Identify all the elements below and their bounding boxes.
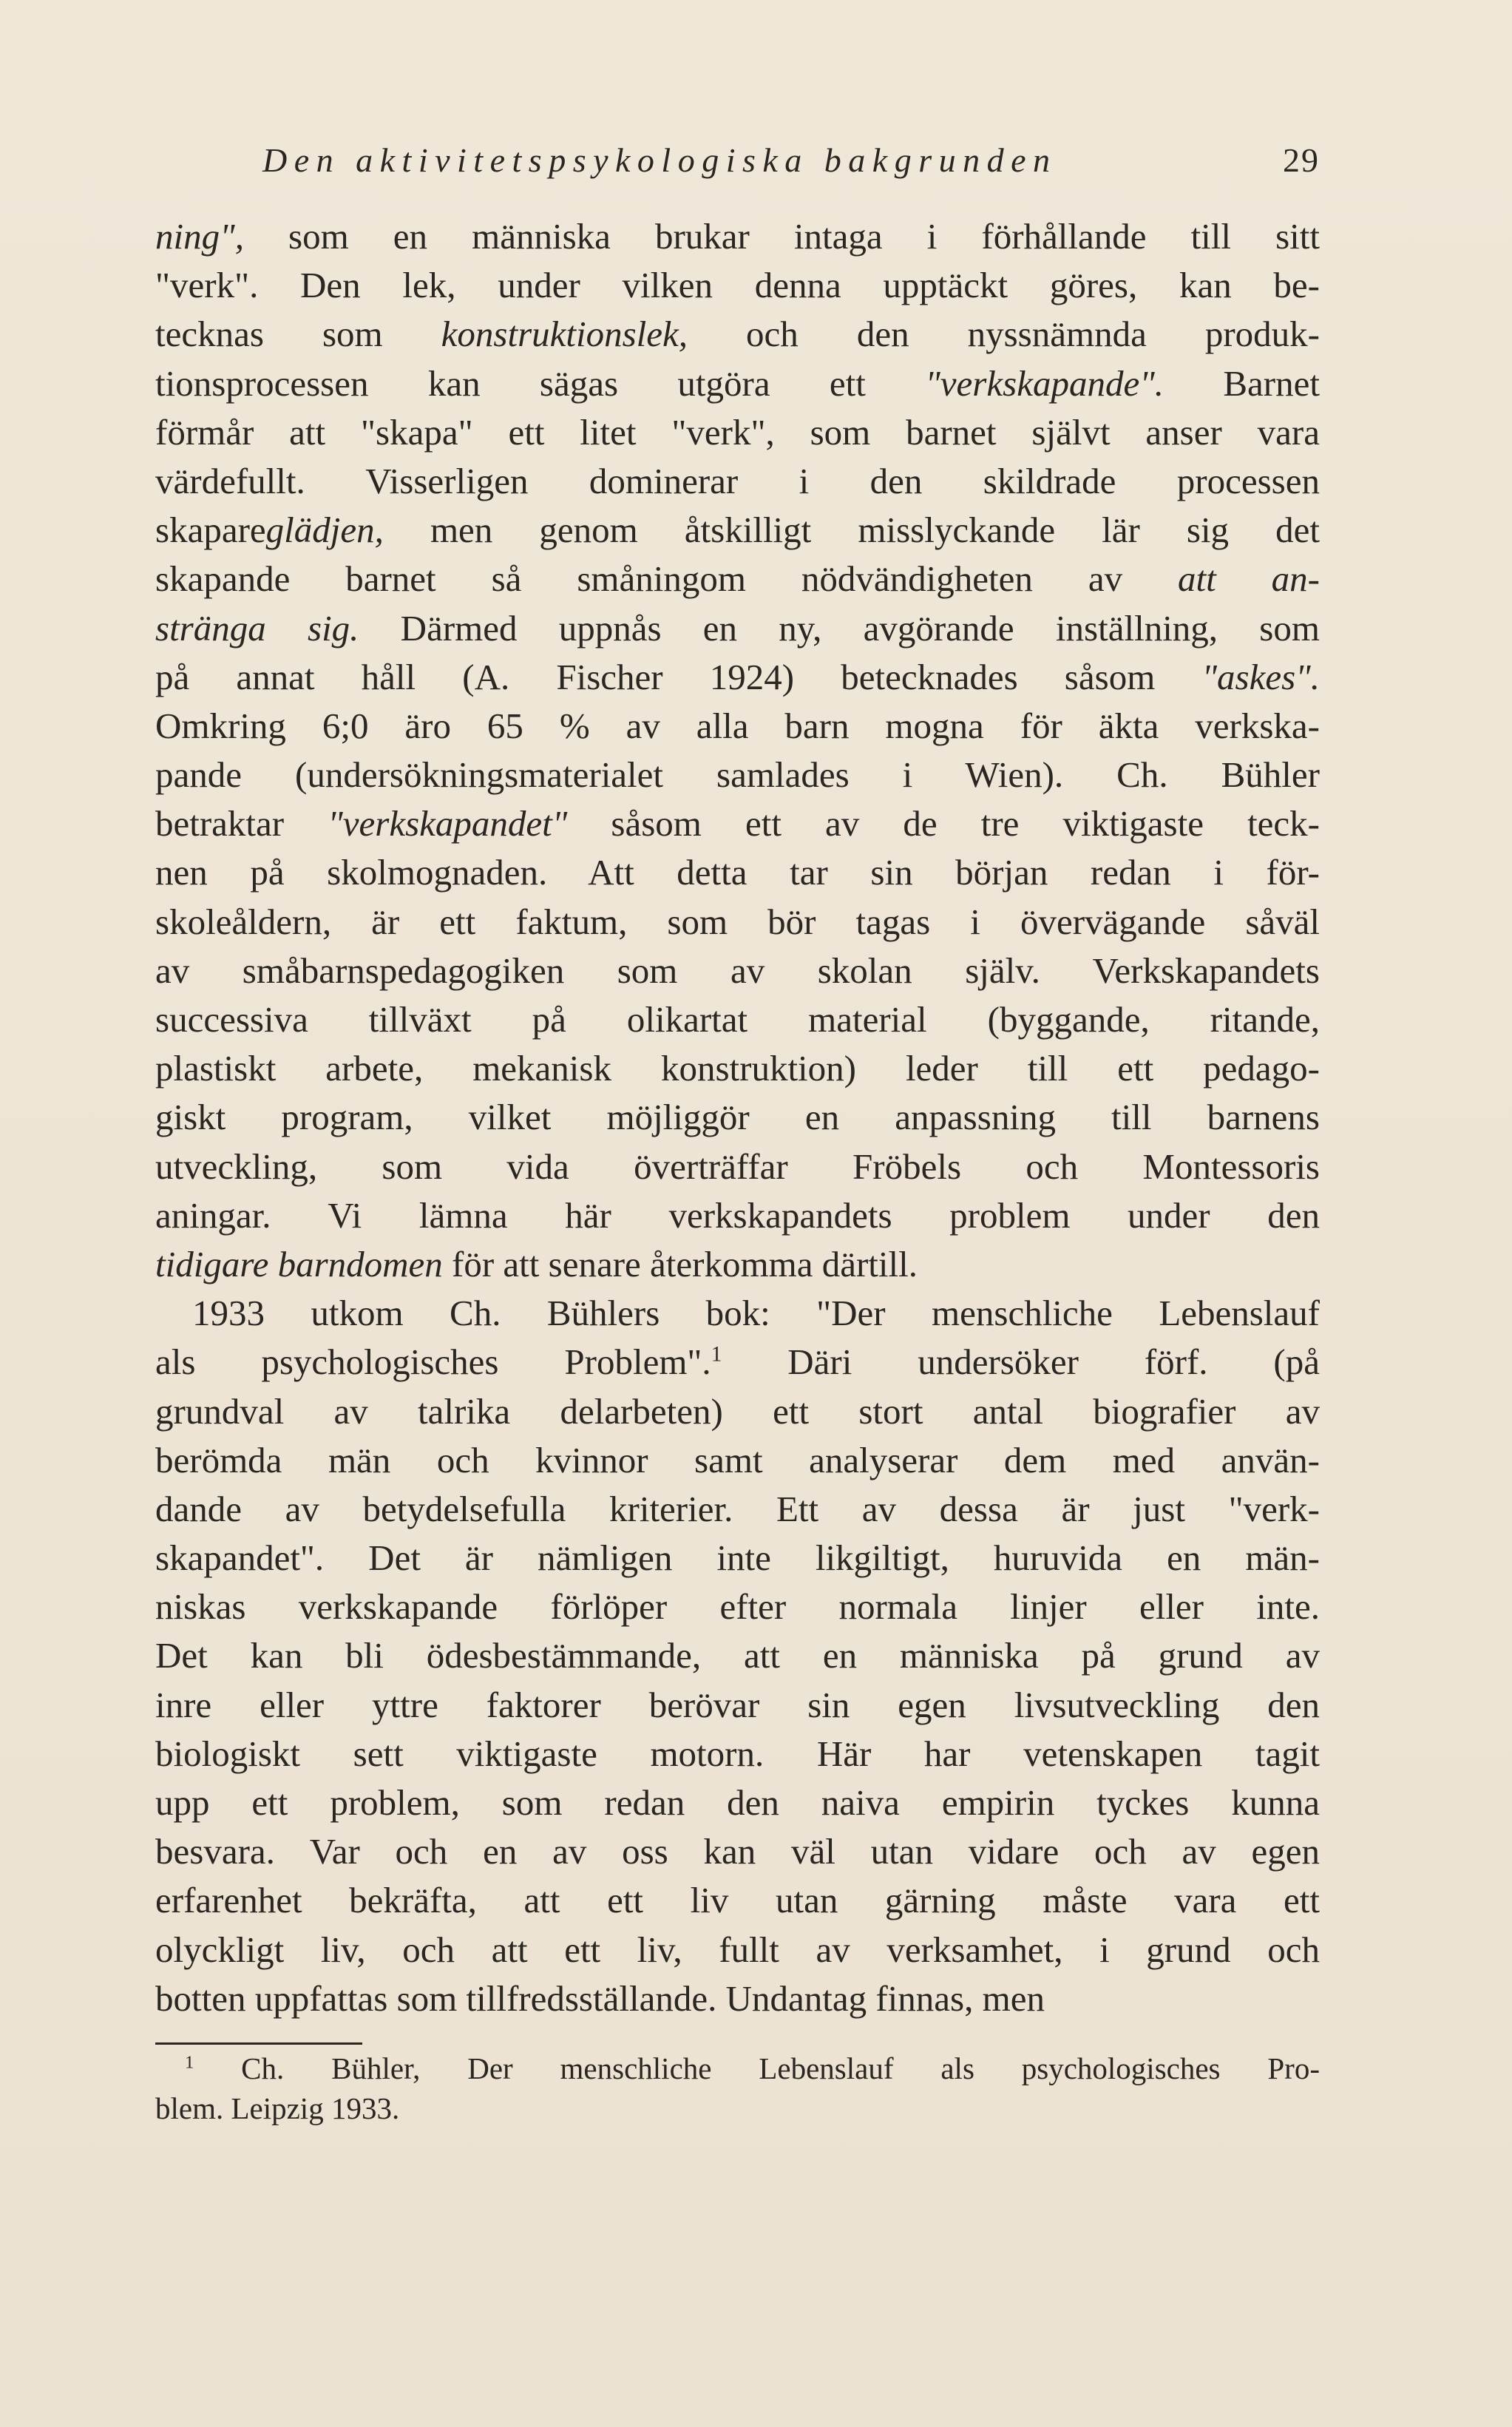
- text-run: dande av betydelsefulla kriterier. Ett av dessa är just "verk-: [155, 1488, 1320, 1529]
- body-text: [155, 212, 1320, 2023]
- text-line: [155, 310, 1320, 359]
- text-line: [155, 359, 1320, 408]
- text-run: men genom åtskilligt misslyckande lär sig det: [383, 510, 1320, 551]
- text-line: [155, 604, 1320, 653]
- text-run: skapande barnet så småningom nödvändigheten av: [155, 558, 1179, 600]
- text-run: skapandet". Det är nämligen inte likgiltigt, huruvida en män-: [155, 1537, 1320, 1579]
- text-line: [155, 1583, 1320, 1631]
- text-line: [155, 1143, 1320, 1191]
- text-line: [155, 1827, 1320, 1876]
- text-run: biologiskt sett viktigaste motorn. Här har vetenskapen tagit: [155, 1733, 1320, 1774]
- text-line: [155, 1387, 1320, 1436]
- text-line: [155, 1093, 1320, 1142]
- text-run: skapare: [155, 510, 266, 551]
- text-run: plastiskt arbete, mekanisk konstruktion) leder till ett pedago-: [155, 1048, 1320, 1089]
- text-run: värdefullt. Visserligen dominerar i den skildrade processen: [155, 460, 1320, 501]
- footnote-divider: [155, 2042, 362, 2045]
- text-run: als psychologisches Problem".: [155, 1341, 711, 1383]
- text-run: tionsprocessen kan sägas utgöra ett: [155, 362, 926, 404]
- footnote-line: blem. Leipzig 1933.: [155, 2091, 400, 2125]
- text-line: [155, 1631, 1320, 1680]
- footnote-reference: 1: [711, 1342, 722, 1367]
- text-run: besvara. Var och en av oss kan väl utan vidare och av egen: [155, 1831, 1320, 1872]
- italic-text: "verkskapandet": [328, 803, 568, 844]
- italic-text: "verkskapande".: [925, 362, 1164, 404]
- text-line: [155, 1730, 1320, 1778]
- running-title: Den aktivitetspsykologiska bakgrunden: [262, 141, 1057, 179]
- text-line: [155, 1974, 1320, 2023]
- text-line: [155, 1240, 1320, 1289]
- italic-text: "askes".: [1201, 656, 1320, 697]
- text-run: nen på skolmognaden. Att detta tar sin början redan i för-: [155, 852, 1320, 893]
- italic-text: att an-: [1178, 558, 1320, 600]
- text-run: för att senare återkomma därtill.: [442, 1243, 918, 1284]
- text-line: [155, 408, 1320, 457]
- text-line: [155, 1778, 1320, 1827]
- text-run: Omkring 6;0 äro 65 % av alla barn mogna för äkta verkska-: [155, 705, 1320, 746]
- running-head: [262, 141, 1320, 192]
- text-run: Därmed uppnås en ny, avgörande inställning, som: [359, 607, 1320, 649]
- text-run: aningar. Vi lämna här verkskapandets problem under den: [155, 1194, 1320, 1236]
- text-line: [155, 702, 1320, 751]
- text-run: Barnet: [1164, 362, 1320, 404]
- text-run: 1933 utkom Ch. Bühlers bok: "Der menschliche Lebenslauf: [192, 1293, 1320, 1334]
- text-line: [155, 1926, 1320, 1974]
- text-line: [155, 898, 1320, 947]
- italic-text: stränga sig.: [155, 607, 359, 649]
- text-run: botten uppfattas som tillfredsställande. Undantag finnas, men: [155, 1977, 1045, 2019]
- text-run: på annat håll (A. Fischer 1924) betecknades såsom: [155, 656, 1202, 697]
- text-line: [155, 1191, 1320, 1240]
- text-run: Det kan bli ödesbestämmande, att en människa på grund av: [155, 1635, 1320, 1676]
- text-line: [155, 457, 1320, 506]
- text-line: [155, 995, 1320, 1044]
- italic-text: glädjen,: [265, 510, 384, 551]
- text-line: [155, 1436, 1320, 1485]
- text-run: Däri undersöker förf. (på: [722, 1341, 1320, 1383]
- text-line: [155, 947, 1320, 995]
- text-line: [155, 799, 1320, 848]
- text-line: [155, 1338, 1320, 1387]
- footnote-line: [155, 2048, 1320, 2088]
- text-run: upp ett problem, som redan den naiva empirin tyckes kunna: [155, 1782, 1320, 1823]
- text-run: och den nyssnämnda produk-: [688, 314, 1320, 355]
- italic-text: konstruktionslek,: [441, 314, 688, 355]
- text-run: erfarenhet bekräfta, att ett liv utan gärning måste vara ett: [155, 1880, 1320, 1921]
- text-line: [155, 212, 1320, 261]
- text-run: av småbarnspedagogiken som av skolan själv. Verkskapandets: [155, 950, 1320, 991]
- text-run: utveckling, som vida överträffar Fröbels och Montessoris: [155, 1145, 1320, 1187]
- text-run: förmår att "skapa" ett litet "verk", som barnet självt anser vara: [155, 411, 1320, 453]
- text-line: [155, 751, 1320, 799]
- text-run: berömda män och kvinnor samt analyserar dem med använ-: [155, 1439, 1320, 1480]
- text-run: tecknas som: [155, 314, 441, 355]
- text-run: niskas verkskapande förlöper efter normala linjer eller inte.: [155, 1586, 1320, 1628]
- text-line: [155, 506, 1320, 555]
- text-run: "verk". Den lek, under vilken denna upptäckt göres, kan be-: [155, 265, 1320, 306]
- footnotes: [155, 2048, 1320, 2128]
- text-line: [155, 1681, 1320, 1730]
- text-line: [155, 1044, 1320, 1093]
- text-line: [155, 1485, 1320, 1534]
- text-run: giskt program, vilket möjliggör en anpassning till barnens: [155, 1097, 1320, 1138]
- text-line: [155, 1876, 1320, 1925]
- text-line: [155, 555, 1320, 603]
- text-run: grundval av talrika delarbeten) ett stort antal biografier av: [155, 1390, 1320, 1432]
- text-run: såsom ett av de tre viktigaste teck-: [567, 803, 1320, 844]
- text-line: [155, 653, 1320, 702]
- text-run: pande (undersökningsmaterialet samlades i Wien). Ch. Bühler: [155, 754, 1320, 796]
- page-number: 29: [1283, 141, 1320, 179]
- italic-text: ning",: [155, 216, 244, 257]
- text-run: successiva tillväxt på olikartat material (byggande, ritande,: [155, 999, 1320, 1040]
- text-line: [155, 848, 1320, 897]
- text-run: som en människa brukar intaga i förhållande till sitt: [243, 216, 1320, 257]
- text-run: skoleåldern, är ett faktum, som bör tagas i övervägande såväl: [155, 901, 1320, 942]
- text-run: betraktar: [155, 803, 328, 844]
- italic-text: tidigare barndomen: [155, 1243, 443, 1284]
- text-run: olyckligt liv, och att ett liv, fullt av verksamhet, i grund och: [155, 1929, 1320, 1970]
- text-run: inre eller yttre faktorer berövar sin egen livsutveckling den: [155, 1684, 1320, 1725]
- footnote-marker: 1: [185, 2052, 194, 2073]
- footnote-text: Ch. Bühler, Der menschliche Lebenslauf als psychologisches Pro-: [241, 2051, 1320, 2085]
- text-line: [155, 261, 1320, 310]
- text-line: [155, 1534, 1320, 1583]
- text-line: [155, 1289, 1320, 1338]
